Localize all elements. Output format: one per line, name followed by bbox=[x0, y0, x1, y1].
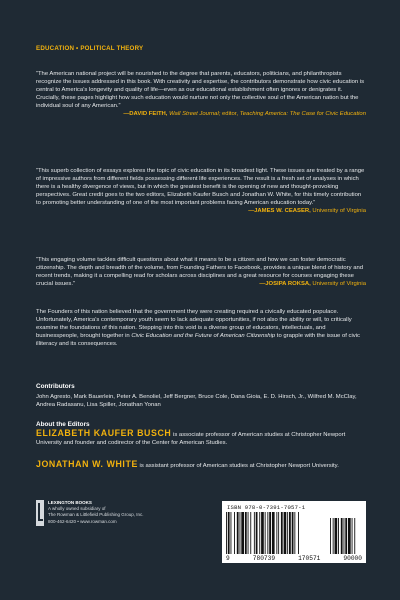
price-bar bbox=[330, 518, 331, 554]
quote-attribution bbox=[36, 110, 366, 118]
publisher-name: LEXINGTON BOOKS bbox=[48, 500, 92, 505]
barcode-bar bbox=[276, 512, 277, 554]
endorsement-quote-3 bbox=[36, 256, 366, 288]
barcode-digits bbox=[226, 555, 362, 562]
publisher-logo-icon bbox=[36, 500, 44, 526]
barcode-bar bbox=[231, 512, 232, 554]
publisher-info bbox=[48, 500, 144, 525]
book-description bbox=[36, 308, 366, 348]
price-bar bbox=[345, 518, 347, 554]
barcode-bar bbox=[265, 512, 266, 554]
editor-bio: is assistant professor of American studies at Christopher Newport University. bbox=[137, 463, 339, 469]
endorser-affiliation-book: Teaching America: The Case for Civic Education bbox=[239, 111, 366, 118]
barcode-bar bbox=[267, 512, 268, 554]
endorsement-quote-2 bbox=[36, 167, 366, 216]
price-bar bbox=[354, 518, 355, 554]
barcode-bar bbox=[237, 512, 239, 554]
barcode-digit-group: 780739 bbox=[252, 555, 276, 562]
barcode-bar bbox=[269, 512, 271, 554]
barcode-bar bbox=[292, 512, 294, 554]
barcode-bar bbox=[234, 512, 235, 554]
endorser-affiliation: editor, bbox=[220, 111, 240, 118]
publisher-contact: 800-462-6420 • www.rowman.com bbox=[48, 518, 117, 524]
quote-text: “The American national project will be nourished to the degree that parents, educators, politicians, and philanthropists recognize the issues addressed in this book. With creativity and expertise, the contributors demonstrate how civic education is central to America’s longevity and quality of life—even as our educational establishment often ignores or denigrates it. Crucially, these pages highlight how such education would nurture not only the collective soul of the American nation but the individual soul of any American.” bbox=[36, 71, 365, 110]
publisher-line: A wholly owned subsidiary of bbox=[48, 506, 106, 512]
price-bar bbox=[341, 518, 343, 554]
description-text-end: to grapple with the issue of civic illiteracy and its consequences. bbox=[36, 333, 360, 348]
price-bar bbox=[335, 518, 338, 554]
editor-name: ELIZABETH KAUFER BUSCH bbox=[36, 428, 172, 438]
barcode-bar bbox=[226, 512, 227, 554]
editor-name: JONATHAN W. WHITE bbox=[36, 459, 138, 469]
endorser-name: —DAVID FEITH, bbox=[123, 111, 168, 118]
contributors-list: John Agresto, Mark Bauerlein, Peter A. Benoliel, Jeff Bergner, Bruce Cole, Dana Gioia, E. D. Hirsch, Jr., Wilfred M. McClay, Andrea Radasanu, Lisa Spiller, Jonathan Yonan bbox=[36, 394, 357, 409]
barcode-bar bbox=[240, 512, 241, 554]
category-label: EDUCATION • POLITICAL THEORY bbox=[36, 45, 144, 52]
barcode-bar bbox=[287, 512, 288, 554]
quote-text: “This engaging volume tackles difficult questions about what it means to be a citizen and how we can foster democratic citizenship. The depth and breadth of the volume, from Founding Fathers to Facebook, provides a unique blend of history and recent trends, making it a compelling read for scholars across disciplines and a great resource for courses engaging these crucial issues.” bbox=[36, 257, 364, 288]
endorser-affiliation: University of Virginia bbox=[310, 281, 366, 288]
endorser-name: —JAMES W. CEASER, bbox=[248, 208, 311, 215]
endorser-affiliation: University of Virginia bbox=[310, 208, 366, 215]
editor-bio-1 bbox=[36, 429, 366, 447]
barcode-bar bbox=[261, 512, 264, 554]
endorser-name: —JOSIPA ROKSA, bbox=[259, 281, 311, 288]
quote-text: “This superb collection of essays explores the topic of civic education in its broadest light. These issues are treated by a range of impressive authors from different fields possessing different life experiences. The result is a fresh set of analyses in which there is a healthy divergence of views, but in which the greatest benefit is the opening of new and thought-provoking perspectives. Great credit goes to the two editors, Elizabeth Kaufer Busch and Jonathan W. White, for this timely contribution to promoting better understanding of one of the most important problems facing American education today.” bbox=[36, 168, 365, 207]
barcode-bars bbox=[226, 512, 362, 554]
publisher-line: The Rowman & Littlefield Publishing Group, Inc. bbox=[48, 512, 144, 518]
barcode-digit-group: 9 bbox=[226, 555, 230, 562]
quote-attribution bbox=[259, 280, 366, 288]
barcode-bar bbox=[298, 512, 299, 554]
barcode-bar bbox=[248, 512, 249, 554]
price-bar bbox=[348, 518, 351, 554]
contributors-heading: Contributors bbox=[36, 383, 75, 390]
book-title: Civic Education and the Future of American Citizenship bbox=[131, 333, 276, 340]
editor-bio-2 bbox=[36, 460, 366, 470]
description-text: The Founders of this nation believed that the government they were creating required a civically educated populace. Unfortunately, America’s contemporary youth seem to lack adequate opportunities, if not also the ability or will, to critically examine the foundations of this nation. Stepping into this void is a diverse group of educators, intellectuals, and businesspeople, brought together in bbox=[36, 309, 352, 340]
barcode-bar bbox=[256, 512, 258, 554]
barcode-bar bbox=[228, 512, 230, 554]
editors-heading: About the Editors bbox=[36, 421, 90, 428]
barcode-bar bbox=[278, 512, 279, 554]
barcode-bar bbox=[294, 512, 295, 554]
price-code: 90000 bbox=[343, 555, 362, 562]
barcode-bar bbox=[281, 512, 283, 554]
barcode bbox=[222, 501, 366, 563]
barcode-bar bbox=[250, 512, 251, 554]
endorsement-quote-1 bbox=[36, 70, 366, 119]
barcode-bar bbox=[289, 512, 291, 554]
barcode-bar bbox=[272, 512, 275, 554]
editor-bio: is associate professor of American studies at Christopher Newport University and founder and codirector of the Center for American Studies. bbox=[36, 432, 346, 447]
price-bar bbox=[352, 518, 353, 554]
publisher-block bbox=[36, 500, 186, 540]
barcode-digit-group: 170571 bbox=[298, 555, 321, 562]
price-bar bbox=[344, 518, 345, 554]
barcode-bar bbox=[254, 512, 255, 554]
barcode-bar bbox=[284, 512, 287, 554]
price-bar bbox=[338, 518, 339, 554]
price-bar bbox=[333, 518, 334, 554]
endorser-affiliation-italic: Wall Street Journal; bbox=[169, 111, 221, 118]
barcode-bar bbox=[259, 512, 260, 554]
barcode-bar bbox=[241, 512, 244, 554]
isbn-label: ISBN 978-0-7391-7057-1 bbox=[227, 504, 306, 511]
barcode-bar bbox=[245, 512, 247, 554]
quote-attribution bbox=[36, 207, 366, 215]
